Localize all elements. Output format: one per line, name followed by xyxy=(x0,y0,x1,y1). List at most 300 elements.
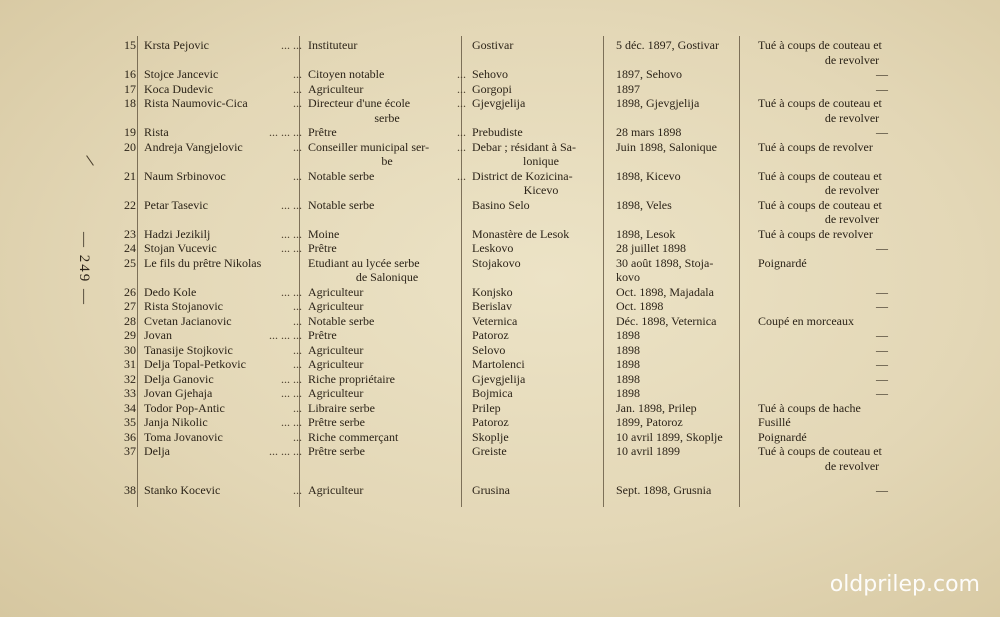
profession-cell xyxy=(304,473,468,498)
place-cell xyxy=(468,241,612,256)
date: 1898 xyxy=(616,342,640,357)
fate-cell xyxy=(750,169,948,198)
profession-cell xyxy=(304,38,468,67)
date: 1898, Veles xyxy=(616,197,672,212)
name-cell xyxy=(140,169,304,198)
place-cell xyxy=(468,140,612,169)
date-cell xyxy=(612,357,750,372)
date: 1897 xyxy=(616,81,640,96)
fate-cell xyxy=(750,357,948,372)
place-cell xyxy=(468,357,612,372)
row-number xyxy=(110,444,140,473)
profession: Agriculteur xyxy=(308,483,364,497)
profession-cell xyxy=(304,140,468,169)
name-cell xyxy=(140,473,304,498)
row-number-text: 20 xyxy=(124,139,136,154)
profession-cell xyxy=(304,285,468,300)
name-cell xyxy=(140,401,304,416)
table-row xyxy=(110,96,948,125)
profession: Notable serbe xyxy=(308,197,375,212)
row-number-text: 15 xyxy=(124,38,136,52)
profession-cell xyxy=(304,372,468,387)
person-name: Stanko Kocevic xyxy=(144,483,221,497)
profession: Moine xyxy=(308,226,340,241)
person-name: Todor Pop-Antic xyxy=(144,400,225,415)
fate-cont: de revolver xyxy=(824,183,880,197)
profession: Citoyen notable xyxy=(308,67,385,81)
fate-cell xyxy=(750,241,948,256)
profession-cell xyxy=(304,357,468,372)
place-cell xyxy=(468,285,612,300)
leader-dots: ... xyxy=(293,342,302,357)
profession: Agriculteur xyxy=(308,81,364,96)
fate-cell xyxy=(750,38,948,67)
profession: Agriculteur xyxy=(308,342,364,357)
fate-cell xyxy=(750,140,948,169)
table-row xyxy=(110,299,948,314)
date: 1898, Kicevo xyxy=(616,168,681,183)
profession: Prêtre serbe xyxy=(308,444,365,458)
row-number xyxy=(110,357,140,372)
leader-dots: ... ... xyxy=(281,226,302,241)
place-cell xyxy=(468,372,612,387)
name-cell xyxy=(140,444,304,473)
leader-dots: ... xyxy=(293,139,302,154)
table-row xyxy=(110,314,948,329)
name-cell xyxy=(140,343,304,358)
person-name: Rista Naumovic-Cica xyxy=(144,96,248,110)
person-name: Tanasije Stojkovic xyxy=(144,342,233,357)
row-number xyxy=(110,415,140,430)
row-number xyxy=(110,372,140,387)
row-number xyxy=(110,198,140,227)
name-cell xyxy=(140,372,304,387)
fate-cont: de revolver xyxy=(824,110,880,125)
place-cell xyxy=(468,67,612,82)
person-name: Koca Dudevic xyxy=(144,81,213,96)
place: District de Kozicina- xyxy=(472,168,573,183)
fate-cell xyxy=(750,343,948,358)
place: Greiste xyxy=(472,444,507,458)
date-cell xyxy=(612,473,750,498)
place-cell xyxy=(468,82,612,97)
row-number-text: 26 xyxy=(124,284,136,299)
profession: Notable serbe xyxy=(308,313,375,328)
place: Prebudiste xyxy=(472,125,523,139)
date-cell xyxy=(612,299,750,314)
leader-dots: ... xyxy=(293,299,302,313)
row-number xyxy=(110,343,140,358)
table-row xyxy=(110,125,948,140)
place-cell xyxy=(468,227,612,242)
profession: Instituteur xyxy=(308,38,358,52)
place-cell xyxy=(468,343,612,358)
row-number-text: 37 xyxy=(124,444,136,458)
leader-dots: ... xyxy=(293,483,302,497)
table-row xyxy=(110,444,948,473)
name-cell xyxy=(140,357,304,372)
place: Martolenci xyxy=(472,357,525,371)
profession: Etudiant au lycée serbe xyxy=(308,255,420,270)
fate: Tué à coups de revolver xyxy=(758,226,873,241)
leader-dots: ... xyxy=(457,125,466,139)
row-number xyxy=(110,299,140,314)
ditto-dash: — xyxy=(876,357,888,371)
row-number-text: 18 xyxy=(124,96,136,110)
person-name: Delja xyxy=(144,444,170,458)
table-row xyxy=(110,198,948,227)
date-cell xyxy=(612,38,750,67)
table-row xyxy=(110,285,948,300)
date-cell xyxy=(612,169,750,198)
leader-dots: ... ... ... xyxy=(269,125,302,139)
person-name: Stojan Vucevic xyxy=(144,241,217,255)
place: Skoplje xyxy=(472,429,509,444)
fate: Tué à coups de couteau et xyxy=(758,38,882,52)
ditto-dash: — xyxy=(876,328,888,342)
person-name: Rista Stojanovic xyxy=(144,299,223,313)
date-cell xyxy=(612,430,750,445)
place-cell xyxy=(468,299,612,314)
profession-cont: de Salonique xyxy=(355,270,419,284)
date: 28 mars 1898 xyxy=(616,125,682,139)
table-row xyxy=(110,241,948,256)
fate-cont: de revolver xyxy=(824,458,880,473)
profession-cell xyxy=(304,125,468,140)
leader-dots: ... xyxy=(293,429,302,444)
name-cell xyxy=(140,96,304,125)
place-cell xyxy=(468,415,612,430)
profession: Prêtre xyxy=(308,125,337,139)
date: Oct. 1898 xyxy=(616,299,664,313)
profession-cell xyxy=(304,430,468,445)
ditto-dash: — xyxy=(876,342,888,357)
table-row xyxy=(110,140,948,169)
date: 10 avril 1899, Skoplje xyxy=(616,429,723,444)
victims-table xyxy=(110,38,948,498)
fate-cell xyxy=(750,96,948,125)
fate: Poignardé xyxy=(758,429,807,444)
profession: Directeur d'une école xyxy=(308,96,411,110)
profession: Agriculteur xyxy=(308,284,364,299)
row-number-text: 17 xyxy=(124,81,136,96)
profession-cell xyxy=(304,82,468,97)
name-cell xyxy=(140,285,304,300)
place-cell xyxy=(468,386,612,401)
date-cell xyxy=(612,343,750,358)
date-cell xyxy=(612,386,750,401)
date: Déc. 1898, Veternica xyxy=(616,313,717,328)
row-number-text: 31 xyxy=(124,357,136,371)
fate: Tué à coups de couteau et xyxy=(758,197,882,212)
table-row xyxy=(110,256,948,285)
row-number-text: 30 xyxy=(124,342,136,357)
row-number-text: 29 xyxy=(124,328,136,342)
place-cont: Kicevo xyxy=(523,183,559,197)
table-row xyxy=(110,386,948,401)
fate-cell xyxy=(750,299,948,314)
name-cell xyxy=(140,67,304,82)
profession: Libraire serbe xyxy=(308,400,375,415)
name-cell xyxy=(140,386,304,401)
profession: Agriculteur xyxy=(308,357,364,371)
leader-dots: ... xyxy=(457,81,466,96)
person-name: Krsta Pejovic xyxy=(144,38,209,52)
leader-dots: ... ... xyxy=(281,386,302,400)
fate-cell xyxy=(750,198,948,227)
date-cell xyxy=(612,67,750,82)
table-row xyxy=(110,38,948,67)
row-number-text: 16 xyxy=(124,67,136,81)
date-cell xyxy=(612,82,750,97)
person-name: Toma Jovanovic xyxy=(144,429,223,444)
profession-cell xyxy=(304,256,468,285)
fate: Tué à coups de couteau et xyxy=(758,444,882,458)
profession: Prêtre xyxy=(308,241,337,255)
place: Berislav xyxy=(472,299,512,313)
row-number xyxy=(110,473,140,498)
person-name: Jovan xyxy=(144,328,172,342)
row-number-text: 35 xyxy=(124,415,136,429)
profession: Prêtre serbe xyxy=(308,415,365,429)
place: Gorgopi xyxy=(472,81,512,96)
name-cell xyxy=(140,415,304,430)
place-cell xyxy=(468,256,612,285)
leader-dots: ... xyxy=(293,313,302,328)
place: Selovo xyxy=(472,342,506,357)
person-name: Janja Nikolic xyxy=(144,415,208,429)
row-number-text: 36 xyxy=(124,429,136,444)
person-name: Jovan Gjehaja xyxy=(144,386,213,400)
row-number xyxy=(110,125,140,140)
fate-cont: de revolver xyxy=(824,52,880,67)
table-row xyxy=(110,415,948,430)
fate-cell xyxy=(750,430,948,445)
leader-dots: ... xyxy=(457,96,466,110)
date-cell xyxy=(612,401,750,416)
place-cell xyxy=(468,444,612,473)
ditto-dash: — xyxy=(876,67,888,81)
date-cell xyxy=(612,227,750,242)
place: Patoroz xyxy=(472,328,509,342)
place: Gjevgjelija xyxy=(472,96,526,110)
ditto-dash: — xyxy=(876,483,888,497)
date: 1898 xyxy=(616,357,640,371)
row-number-text: 32 xyxy=(124,371,136,386)
date: 1898, Lesok xyxy=(616,226,676,241)
leader-dots: ... ... xyxy=(281,241,302,255)
profession: Prêtre xyxy=(308,328,337,342)
profession-cell xyxy=(304,444,468,473)
row-number-text: 33 xyxy=(124,386,136,400)
date-cont: kovo xyxy=(616,270,640,284)
place: Konjsko xyxy=(472,284,513,299)
fate-cell xyxy=(750,285,948,300)
person-name: Le fils du prêtre Nikolas xyxy=(144,255,262,270)
table-row xyxy=(110,82,948,97)
fate-cont: de revolver xyxy=(824,212,880,226)
table-row xyxy=(110,227,948,242)
person-name: Delja Ganovic xyxy=(144,371,214,386)
person-name: Delja Topal-Petkovic xyxy=(144,357,246,371)
fate-cell xyxy=(750,256,948,285)
name-cell xyxy=(140,299,304,314)
leader-dots: ... xyxy=(293,400,302,415)
leader-dots: ... ... xyxy=(281,284,302,299)
date: 1899, Patoroz xyxy=(616,415,683,429)
row-number-text: 28 xyxy=(124,313,136,328)
profession-cell xyxy=(304,169,468,198)
profession-cell xyxy=(304,401,468,416)
table-row xyxy=(110,169,948,198)
place: Bojmica xyxy=(472,386,513,400)
place: Gostivar xyxy=(472,38,514,52)
leader-dots: ... xyxy=(293,81,302,96)
date-cell xyxy=(612,444,750,473)
leader-dots: ... ... xyxy=(281,197,302,212)
place-cell xyxy=(468,125,612,140)
date: 30 août 1898, Stoja- xyxy=(616,255,714,270)
leader-dots: ... xyxy=(293,96,302,110)
name-cell xyxy=(140,430,304,445)
fate-cell xyxy=(750,125,948,140)
date: 1898 xyxy=(616,386,640,400)
person-name: Petar Tasevic xyxy=(144,197,208,212)
name-cell xyxy=(140,227,304,242)
leader-dots: ... xyxy=(293,168,302,183)
profession-cont: be xyxy=(381,154,393,168)
name-cell xyxy=(140,241,304,256)
date-cell xyxy=(612,140,750,169)
leader-dots: ... ... ... xyxy=(269,328,302,342)
profession: Riche commerçant xyxy=(308,429,399,444)
place: Monastère de Lesok xyxy=(472,226,570,241)
table-row xyxy=(110,357,948,372)
leader-dots: ... xyxy=(457,67,466,81)
row-number-text: 38 xyxy=(124,483,136,497)
date-cell xyxy=(612,328,750,343)
leader-dots: ... xyxy=(457,139,466,154)
leader-dots: ... ... xyxy=(281,38,302,52)
leader-dots: ... ... xyxy=(281,371,302,386)
row-number xyxy=(110,169,140,198)
date: Jan. 1898, Prilep xyxy=(616,400,697,415)
profession-cell xyxy=(304,241,468,256)
date-cell xyxy=(612,241,750,256)
place-cell xyxy=(468,401,612,416)
profession-cell xyxy=(304,227,468,242)
date: 28 juillet 1898 xyxy=(616,241,686,255)
profession-cell xyxy=(304,67,468,82)
profession-cell xyxy=(304,299,468,314)
table-row xyxy=(110,430,948,445)
row-number-text: 25 xyxy=(124,255,136,270)
fate-cell xyxy=(750,473,948,498)
fate-cell xyxy=(750,401,948,416)
profession: Agriculteur xyxy=(308,299,364,313)
page-number: — 249 — xyxy=(76,232,92,306)
place: Gjevgjelija xyxy=(472,371,526,386)
row-number xyxy=(110,67,140,82)
row-number xyxy=(110,256,140,285)
leader-dots: ... ... ... xyxy=(269,444,302,458)
ditto-dash: — xyxy=(876,284,888,299)
date-cell xyxy=(612,96,750,125)
place-cell xyxy=(468,169,612,198)
place: Grusina xyxy=(472,483,510,497)
date: 1897, Sehovo xyxy=(616,67,682,81)
watermark: oldprilep.com xyxy=(829,572,980,597)
table-row xyxy=(110,473,948,498)
name-cell xyxy=(140,328,304,343)
profession-cell xyxy=(304,328,468,343)
date-cell xyxy=(612,256,750,285)
name-cell xyxy=(140,38,304,67)
date: Sept. 1898, Grusnia xyxy=(616,483,712,497)
place: Patoroz xyxy=(472,415,509,429)
date: 10 avril 1899 xyxy=(616,444,680,458)
table-row xyxy=(110,401,948,416)
ditto-dash: — xyxy=(876,299,888,313)
fate: Tué à coups de revolver xyxy=(758,139,873,154)
name-cell xyxy=(140,140,304,169)
fate-cell xyxy=(750,82,948,97)
date-cell xyxy=(612,415,750,430)
profession-cell xyxy=(304,415,468,430)
ditto-dash: — xyxy=(876,241,888,255)
leader-dots: ... xyxy=(293,357,302,371)
date-cell xyxy=(612,314,750,329)
row-number xyxy=(110,227,140,242)
row-number-text: 27 xyxy=(124,299,136,313)
place-cell xyxy=(468,328,612,343)
name-cell xyxy=(140,125,304,140)
row-number-text: 22 xyxy=(124,197,136,212)
row-number xyxy=(110,241,140,256)
profession-cell xyxy=(304,198,468,227)
leader-dots: ... ... xyxy=(281,415,302,429)
fate-cell xyxy=(750,415,948,430)
place-cell xyxy=(468,198,612,227)
place: Leskovo xyxy=(472,241,514,255)
profession-cont: serbe xyxy=(374,110,400,125)
margin-mark xyxy=(86,155,94,165)
place-cell xyxy=(468,473,612,498)
table-row xyxy=(110,67,948,82)
place-cell xyxy=(468,430,612,445)
row-number-text: 21 xyxy=(124,168,136,183)
date: 1898 xyxy=(616,371,640,386)
leader-dots: ... xyxy=(457,168,466,183)
date-cell xyxy=(612,125,750,140)
place-cell xyxy=(468,38,612,67)
place: Debar ; résidant à Sa- xyxy=(472,139,576,154)
fate: Tué à coups de couteau et xyxy=(758,168,882,183)
ditto-dash: — xyxy=(876,81,888,96)
fate: Tué à coups de couteau et xyxy=(758,96,882,110)
person-name: Cvetan Jacianovic xyxy=(144,313,232,328)
row-number xyxy=(110,140,140,169)
person-name: Andreja Vangjelovic xyxy=(144,139,243,154)
ditto-dash: — xyxy=(876,371,888,386)
fate: Tué à coups de hache xyxy=(758,400,861,415)
row-number-text: 24 xyxy=(124,241,136,255)
table-row xyxy=(110,372,948,387)
ditto-dash: — xyxy=(876,386,888,400)
place-cell xyxy=(468,314,612,329)
date: 1898 xyxy=(616,328,640,342)
row-number xyxy=(110,96,140,125)
